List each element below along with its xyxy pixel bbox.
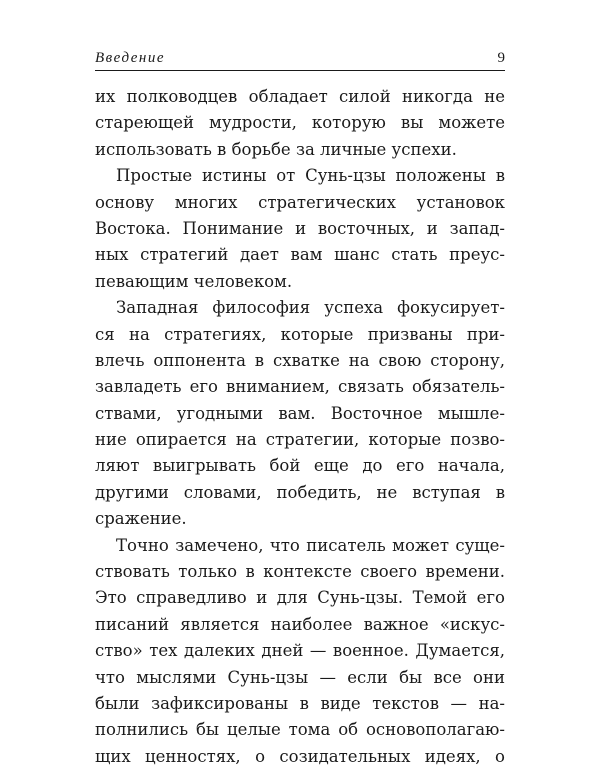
text-line: ных стратегий дает вам шанс стать преус-: [95, 245, 505, 265]
text-line: завладеть его вниманием, связать обязатель-: [95, 377, 505, 397]
text-line: Западная философия успеха фокусирует-: [116, 298, 505, 318]
text-line: влечь оппонента в схватке на свою сторону,: [95, 350, 505, 370]
text-line: певающим человеком.: [95, 271, 293, 291]
text-line: ляют выигрывать бой еще до его начала,: [95, 456, 505, 476]
section-title: Введение: [95, 50, 165, 66]
text-line: ство» тех далеких дней — военное. Думается,: [95, 641, 505, 661]
text-line: Это справедливо и для Сунь-цзы. Темой его: [95, 588, 505, 608]
text-line: ние опирается на стратегии, которые позво-: [95, 430, 505, 450]
text-line: использовать в борьбе за личные успехи.: [95, 139, 457, 159]
text-line: Простые истины от Сунь-цзы положены в: [116, 166, 505, 186]
text-line: писаний является наиболее важное «искус-: [95, 614, 505, 634]
text-line: Востока. Понимание и восточных, и запад-: [95, 218, 505, 238]
text-line: их полководцев обладает силой никогда не: [95, 87, 505, 106]
page-number: 9: [497, 50, 505, 66]
text-line: щих ценностях, о созидательных идеях, о: [95, 746, 505, 766]
text-line: сражение.: [95, 509, 187, 529]
text-line: полнились бы целые тома об основополагаю-: [95, 720, 505, 740]
text-line: были зафиксированы в виде текстов — на-: [95, 693, 505, 713]
text-line: что мыслями Сунь-цзы — если бы все они: [95, 667, 505, 687]
running-header: [95, 46, 505, 71]
text-line: стареющей мудрости, которую вы можете: [95, 113, 505, 133]
text-line: ствами, угодными вам. Восточное мышле-: [95, 403, 505, 423]
text-line: ся на стратегиях, которые призваны при-: [95, 324, 505, 344]
text-line: другими словами, победить, не вступая в: [95, 482, 505, 502]
text-line: ствовать только в контексте своего времени.: [95, 562, 505, 582]
text-line: Точно замечено, что писатель может суще-: [116, 535, 505, 555]
body-text: [95, 84, 505, 770]
text-line: основу многих стратегических установок: [95, 192, 505, 212]
